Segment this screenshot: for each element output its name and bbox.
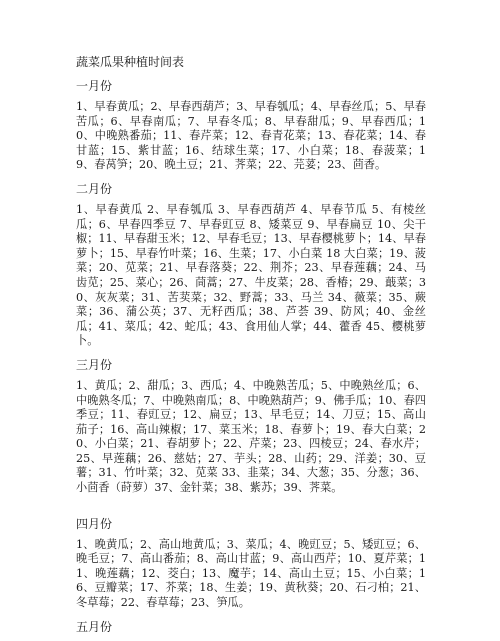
month-crop-list: 1、晚黄瓜；2、高山地黄瓜；3、菜瓜；4、晚豇豆；5、矮豇豆；6、晚毛豆；7、高山番茄；8、高山甘蓝；9、高山西芹；10、夏芹菜；11、晚莲藕；12、茭白；13、魔芋；14、高山土豆；15、小白菜；16、豆瓣菜；17、芥菜；18、生姜；19、黄秋葵；20、石刁柏；21、冬草莓；22、春草莓；23、笋瓜。 <box>76 537 426 610</box>
month-section-march <box>76 357 426 496</box>
month-heading: 五月份 <box>76 619 113 634</box>
month-section-april <box>76 516 426 611</box>
document-title: 蔬菜瓜果种植时间表 <box>76 55 185 69</box>
month-section-february <box>76 181 426 349</box>
month-heading: 三月份 <box>76 357 113 372</box>
month-section-january <box>76 78 426 173</box>
month-heading: 一月份 <box>76 79 113 93</box>
month-crop-list: 1、黄瓜；2、甜瓜；3、西瓜；4、中晚熟苦瓜；5、中晚熟丝瓜；6、中晚熟冬瓜；7、中晚熟南瓜；8、中晚熟葫芦；9、佛手瓜；10、春四季豆；11、春豇豆；12、扁豆；13、早毛豆；14、刀豆；15、高山茄子；16、高山辣椒；17、菜玉米；18、春萝卜；19、春大白菜；20、小白菜；21、春胡萝卜；22、芹菜；23、四棱豆；24、春水芹；25、早莲藕；26、慈姑；27、芋头；28、山药；29、洋姜；30、豆薯；31、竹叶菜；32、苋菜 33、韭菜；34、大葱；35、分葱；36、小茴香（莳萝）37、金针菜；38、紫苏；39、荠菜。 <box>76 378 426 495</box>
month-section-may <box>76 619 426 635</box>
month-crop-list: 1、早春黄瓜 2、早春瓠瓜 3、早春西葫芦 4、早春节瓜 5、有棱丝瓜；6、早春四季豆 7、早春豇豆 8、矮菜豆 9、早春扁豆 10、尖干椒；11、早春甜玉米；12、早春毛豆；13、早春樱桃萝卜；14、早春萝卜；15、早春竹叶菜；16、生菜；17、小白菜 18 大白菜；19、菠菜；20、苋菜；21、早春落葵；22、荆芥；23、早春莲藕；24、马齿苋；25、菜心；26、茼蒿；27、牛皮菜；28、香椿；29、蕺菜；30、灰灰菜；31、苦荬菜；32、野蒿；33、马兰 34、薇菜；35、蕨菜；36、蒲公英；37、无籽西瓜；38、芦荟 39、防风；40、金丝瓜；41、菜瓜；42、蛇瓜；43、食用仙人掌；44、藿香 45、樱桃萝卜。 <box>76 202 426 348</box>
month-heading: 二月份 <box>76 181 113 196</box>
month-crop-list: 1、早春黄瓜；2、早春西葫芦；3、早春瓠瓜；4、早春丝瓜；5、早春苦瓜；6、早春南瓜；7、早春冬瓜；8、早春甜瓜；9、早春西瓜；10、中晚熟番茄；11、春芹菜；12、春青花菜；13、春花菜；14、春甘蓝；15、紫甘蓝；16、结球生菜；17、小白菜；18、春菠菜；19、春莴笋；20、晚土豆；21、荠菜；22、芫荽；23、茴香。 <box>76 100 426 172</box>
month-heading: 四月份 <box>76 516 113 531</box>
document-page <box>76 54 426 641</box>
